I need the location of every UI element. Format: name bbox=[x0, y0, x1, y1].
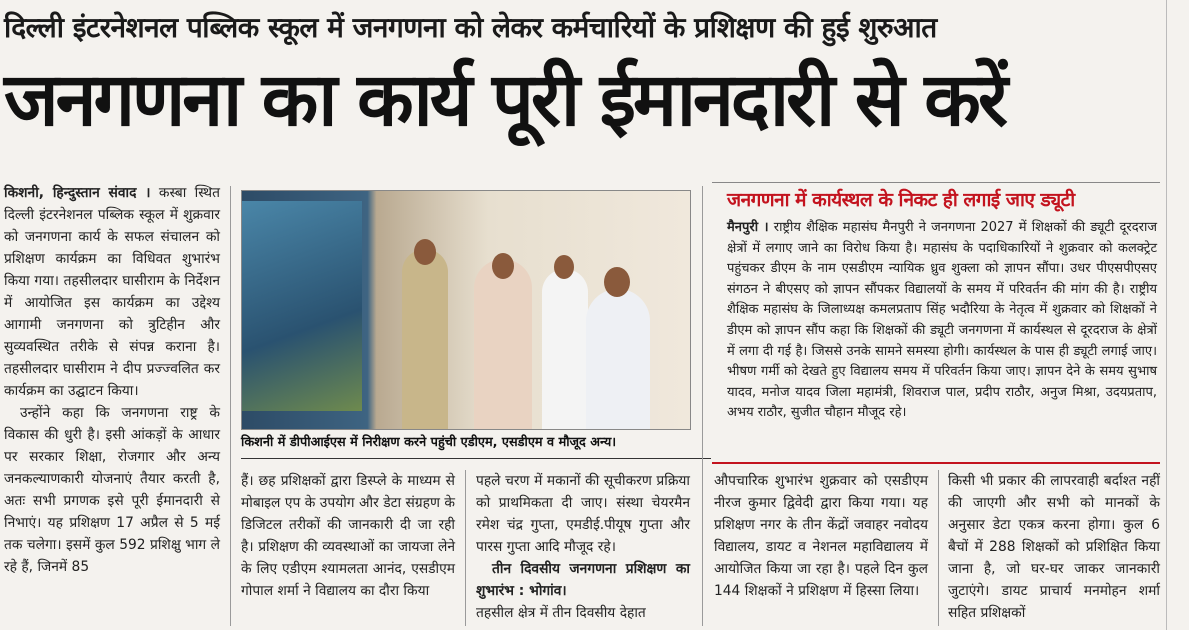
display-screen bbox=[242, 201, 362, 411]
person-head bbox=[492, 253, 514, 279]
story-column-1 bbox=[4, 182, 220, 578]
dateline: किशनी, हिन्दुस्तान संवाद । bbox=[4, 185, 151, 201]
news-photo bbox=[241, 190, 691, 430]
column-divider bbox=[230, 186, 231, 626]
paragraph: राष्ट्रीय शैक्षिक महासंघ मैनपुरी ने जनगणना 2027 में शिक्षकों की ड्यूटी दूरदराज क्षेत्रों में लगाए जाने का विरोध किया है। महासंघ के पदाधिकारियों ने शुक्रवार को कलक्ट्रेट पहुंचकर डीएम के नाम एसडीएम न्यायिक ध्रुव शुक्ला को ज्ञापन सौंपा। उधर पीएसपीएसए संगठन ने बीएसए को ज्ञापन सौंपकर विद्यालयों के समय में परिवर्तन की मांग की है। राष्ट्रीय शैक्षिक महासंघ के जिलाध्यक्ष कमलप्रताप सिंह भदौरिया के नेतृत्व में शुक्रवार को शिक्षकों ने डीएम को ज्ञापन सौंप कहा कि शिक्षकों की ड्यूटी जनगणना में कार्यस्थल से दूरदराज के क्षेत्रों में लगा दी गई है। जिससे उनके सामने समस्या होगी। कार्यस्थल के पास ही ड्यूटी लगाई जाए। भीषण गर्मी को देखते हुए विद्यालय समय में परिवर्तन किया जाए। ज्ञापन देने के समय सुभाष यादव, मनोज यादव जिला महामंत्री, शिवराज पाल, प्रदीप राठौर, अनुज मिश्रा, उदयप्रताप, अभय राठौर, सुजीत चौहान मौजूद रहे। bbox=[727, 220, 1157, 421]
paragraph: किसी भी प्रकार की लापरवाही बर्दाश्त नहीं की जाएगी और सभी को मानकों के अनुसार डेटा एकत्र करना होगा। कुल 6 बैचों में 288 शिक्षकों को प्रशिक्षित किया जाना है, जो घर-घर जाकर जानकारी जुटाएंगे। डायट प्राचार्य मनमोहन शर्मा सहित प्रशिक्षकों bbox=[948, 473, 1160, 621]
person bbox=[402, 249, 448, 429]
story-column-4 bbox=[714, 470, 928, 602]
paragraph: तहसील क्षेत्र में तीन दिवसीय देहात bbox=[476, 605, 646, 621]
box-story-body bbox=[727, 218, 1157, 424]
paragraph: औपचारिक शुभारंभ शुक्रवार को एसडीएम नीरज कुमार द्विवेदी द्वारा किया गया। यह प्रशिक्षण नगर के तीन केंद्रों जवाहर नवोदय विद्यालय, डायट व नेशनल महाविद्यालय में आयोजित किया जा रहा है। पहले दिन कुल 144 शिक्षकों ने प्रशिक्षण में हिस्सा लिया। bbox=[714, 473, 928, 599]
person bbox=[542, 269, 588, 429]
caption-rule bbox=[241, 458, 711, 459]
person bbox=[586, 289, 650, 429]
dateline: मैनपुरी । bbox=[727, 220, 769, 235]
story-column-3 bbox=[476, 470, 690, 624]
paragraph: कस्बा स्थित दिल्ली इंटरनेशनल पब्लिक स्कूल में शुक्रवार को जनगणना कार्य के सफल संचालन को प्रशिक्षण कार्यक्रम का विधिवत शुभारंभ किया गया। तहसीलदार घासीराम के निर्देशन में आयोजित इस कार्यक्रम का उद्देश्य आगामी जनगणना को त्रुटिहीन और सुव्यवस्थित तरीके से संपन्न कराना है। तहसीलदार घासीराम ने दीप प्रज्ज्वलित कर कार्यक्रम का उद्घाटन किया। bbox=[4, 185, 220, 399]
paragraph: पहले चरण में मकानों की सूचीकरण प्रक्रिया को प्राथमिकता दी जाए। संस्था चेयरमैन रमेश चंद्र गुप्ता, एमडीई.पीयूष गुप्ता और पारस गुप्ता आदि मौजूद रहे। bbox=[476, 473, 690, 555]
column-divider bbox=[465, 470, 466, 626]
column-divider bbox=[702, 186, 703, 626]
main-headline: जनगणना का कार्य पूरी ईमानदारी से करें bbox=[4, 57, 1005, 143]
person-head bbox=[604, 267, 630, 297]
box-top-rule bbox=[712, 182, 1160, 183]
column-divider bbox=[938, 470, 939, 626]
photo-caption: किशनी में डीपीआईएस में निरीक्षण करने पहुंची एडीएम, एसडीएम व मौजूद अन्य। bbox=[241, 435, 617, 450]
box-story-title: जनगणना में कार्यस्थल के निकट ही लगाई जाए ड्यूटी bbox=[727, 189, 1075, 211]
story-column-5 bbox=[948, 470, 1160, 624]
person-head bbox=[414, 239, 436, 265]
page-edge-divider bbox=[1166, 0, 1167, 630]
person bbox=[474, 259, 532, 429]
person-head bbox=[554, 255, 574, 279]
kicker-headline: दिल्ली इंटरनेशनल पब्लिक स्कूल में जनगणना को लेकर कर्मचारियों के प्रशिक्षण की हुई शुरुआत bbox=[4, 11, 937, 44]
story-column-2 bbox=[241, 470, 455, 602]
box-bottom-rule bbox=[712, 462, 1160, 464]
inline-subhead: तीन दिवसीय जनगणना प्रशिक्षण का शुभारंभ : भोगांव। bbox=[476, 561, 690, 599]
paragraph: उन्होंने कहा कि जनगणना राष्ट्र के विकास की धुरी है। इसी आंकड़ों के आधार पर सरकार शिक्षा, रोजगार और अन्य जनकल्याणकारी योजनाएं तैयार करती है, अतः सभी प्रगणक इसे पूरी ईमानदारी से निभाएं। यह प्रशिक्षण 17 अप्रैल से 5 मई तक चलेगा। इसमें कुल 592 प्रशिक्षु भाग ले रहे हैं, जिनमें 85 bbox=[4, 405, 220, 575]
paragraph: हैं। छह प्रशिक्षकों द्वारा डिस्प्ले के माध्यम से मोबाइल एप के उपयोग और डेटा संग्रहण के डिजिटल तरीकों की जानकारी दी जा रही है। प्रशिक्षण की व्यवस्थाओं का जायजा लेने के लिए एडीएम श्यामलता आनंद, एसडीएम गोपाल शर्मा ने विद्यालय का दौरा किया bbox=[241, 473, 455, 599]
